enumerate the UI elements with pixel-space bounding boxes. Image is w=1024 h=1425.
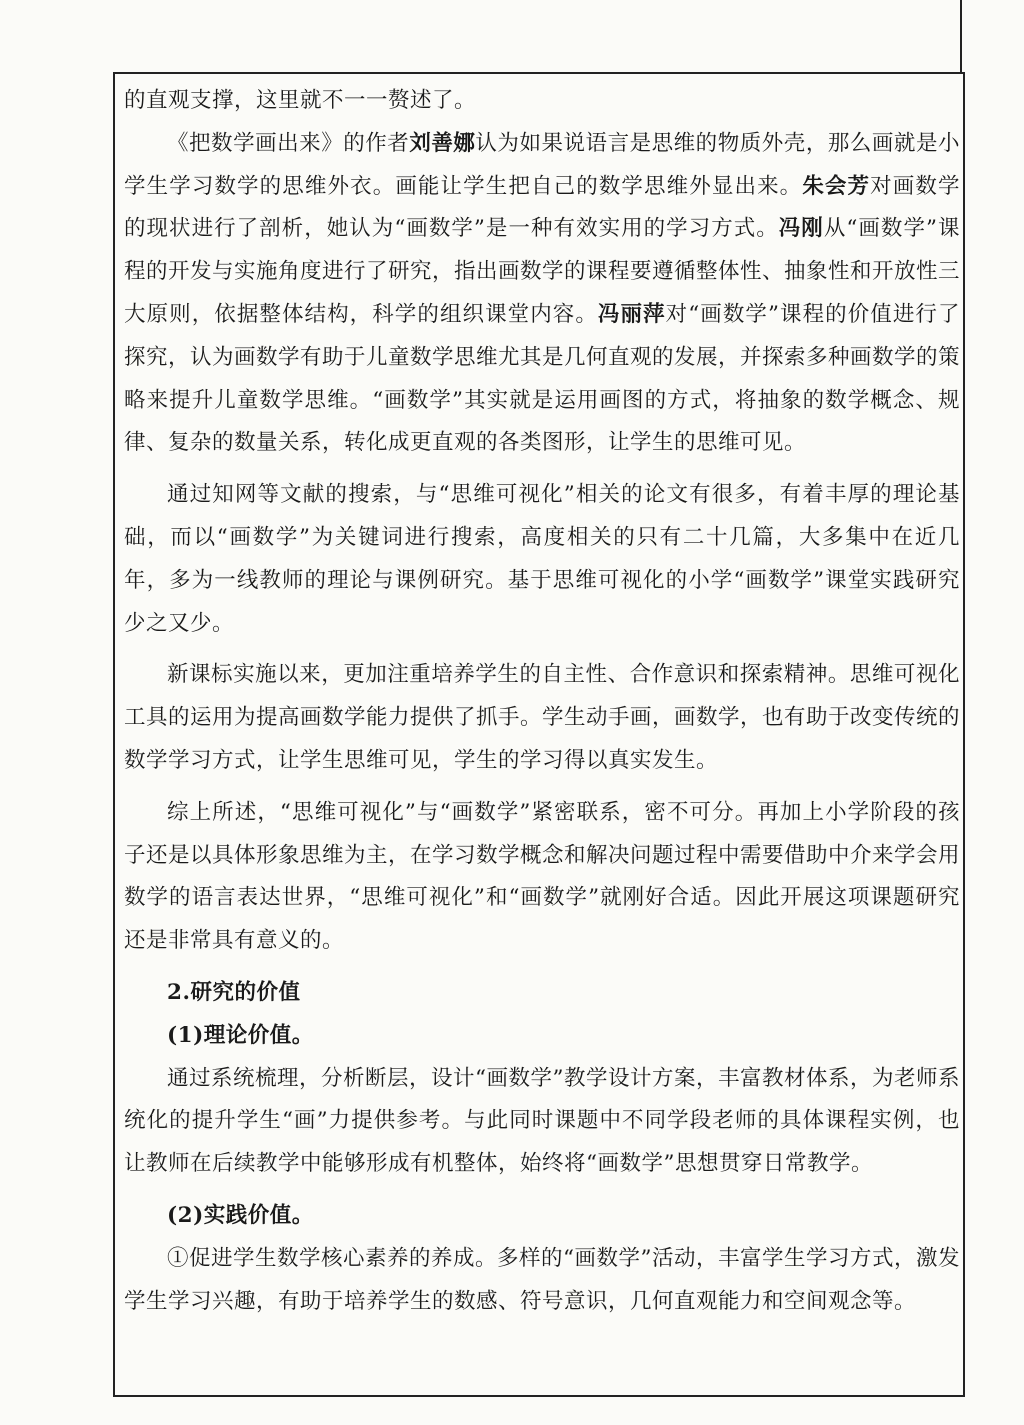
- paragraph-practice-value: ①促进学生数学核心素养的养成。多样的“画数学”活动，丰富学生学习方式，激发学生学习兴趣，有助于培养学生的数感、符号意识，几何直观能力和空间观念等。: [124, 1245, 960, 1314]
- paragraph-theory-value: 通过系统梳理，分析断层，设计“画数学”教学设计方案，丰富教材体系，为老师系统化的提升学生“画”力提供参考。与此同时课题中不同学段老师的具体课程实例，也让教师在后续教学中能够形成有机整体，始终将“画数学”思想贯穿日常教学。: [124, 1065, 960, 1177]
- paragraph-new-curriculum: 新课标实施以来，更加注重培养学生的自主性、合作意识和探索精神。思维可视化工具的运用为提高画数学能力提供了抓手。学生动手画，画数学，也有助于改变传统的数学学习方式，让学生思维可见，学生的学习得以真实发生。: [124, 662, 961, 773]
- paragraph-literature-review: 《把数学画出来》的作者刘善娜认为如果说语言是思维的物质外壳，那么画就是小学生学习数学的思维外衣。画能让学生把自己的数学思维外显出来。朱会芳对画数学的现状进行了剖析，她认为“画数学”是一种有效实用的学习方式。冯刚从“画数学”课程的开发与实施角度进行了研究，指出画数学的课程要遵循整体性、抽象性和开放性三大原则，依据整体结构，科学的组织课堂内容。冯丽萍对“画数学”课程的价值进行了探究，认为画数学有助于儿童数学思维尤其是几何直观的发展，并探索多种画数学的策略来提升儿童数学思维。“画数学”其实就是运用画图的方式，将抽象的数学概念、规律、复杂的数量关系，转化成更直观的各类图形，让学生的思维可见。: [124, 130, 961, 456]
- document-body: [124, 80, 960, 1323]
- subsection-heading-practice: (2)实践价值。: [167, 1202, 314, 1228]
- paragraph-search-findings: 通过知网等文献的搜索，与“思维可视化”相关的论文有很多，有着丰厚的理论基础，而以“画数学”为关键词进行搜索，高度相关的只有二十几篇，大多集中在近几年，多为一线教师的理论与课例研究。基于思维可视化的小学“画数学”课堂实践研究少之又少。: [124, 482, 960, 636]
- author-name: 刘善娜: [409, 130, 476, 156]
- paragraph-continuation: 的直观支撑，这里就不一一赘述了。: [124, 88, 477, 113]
- subsection-heading-theory: (1)理论价值。: [167, 1022, 314, 1048]
- author-name: 朱会芳: [802, 173, 871, 199]
- author-name: 冯刚: [778, 216, 824, 242]
- table-border-top: [960, 0, 962, 72]
- section-heading: 2.研究的价值: [167, 979, 301, 1005]
- author-name: 冯丽萍: [597, 301, 666, 327]
- paragraph-summary: 综上所述，“思维可视化”与“画数学”紧密联系，密不可分。再加上小学阶段的孩子还是以具体形象思维为主，在学习数学概念和解决问题过程中需要借助中介来学会用数学的语言表达世界，“思维可视化”和“画数学”就刚好合适。因此开展这项课题研究还是非常具有意义的。: [124, 799, 961, 954]
